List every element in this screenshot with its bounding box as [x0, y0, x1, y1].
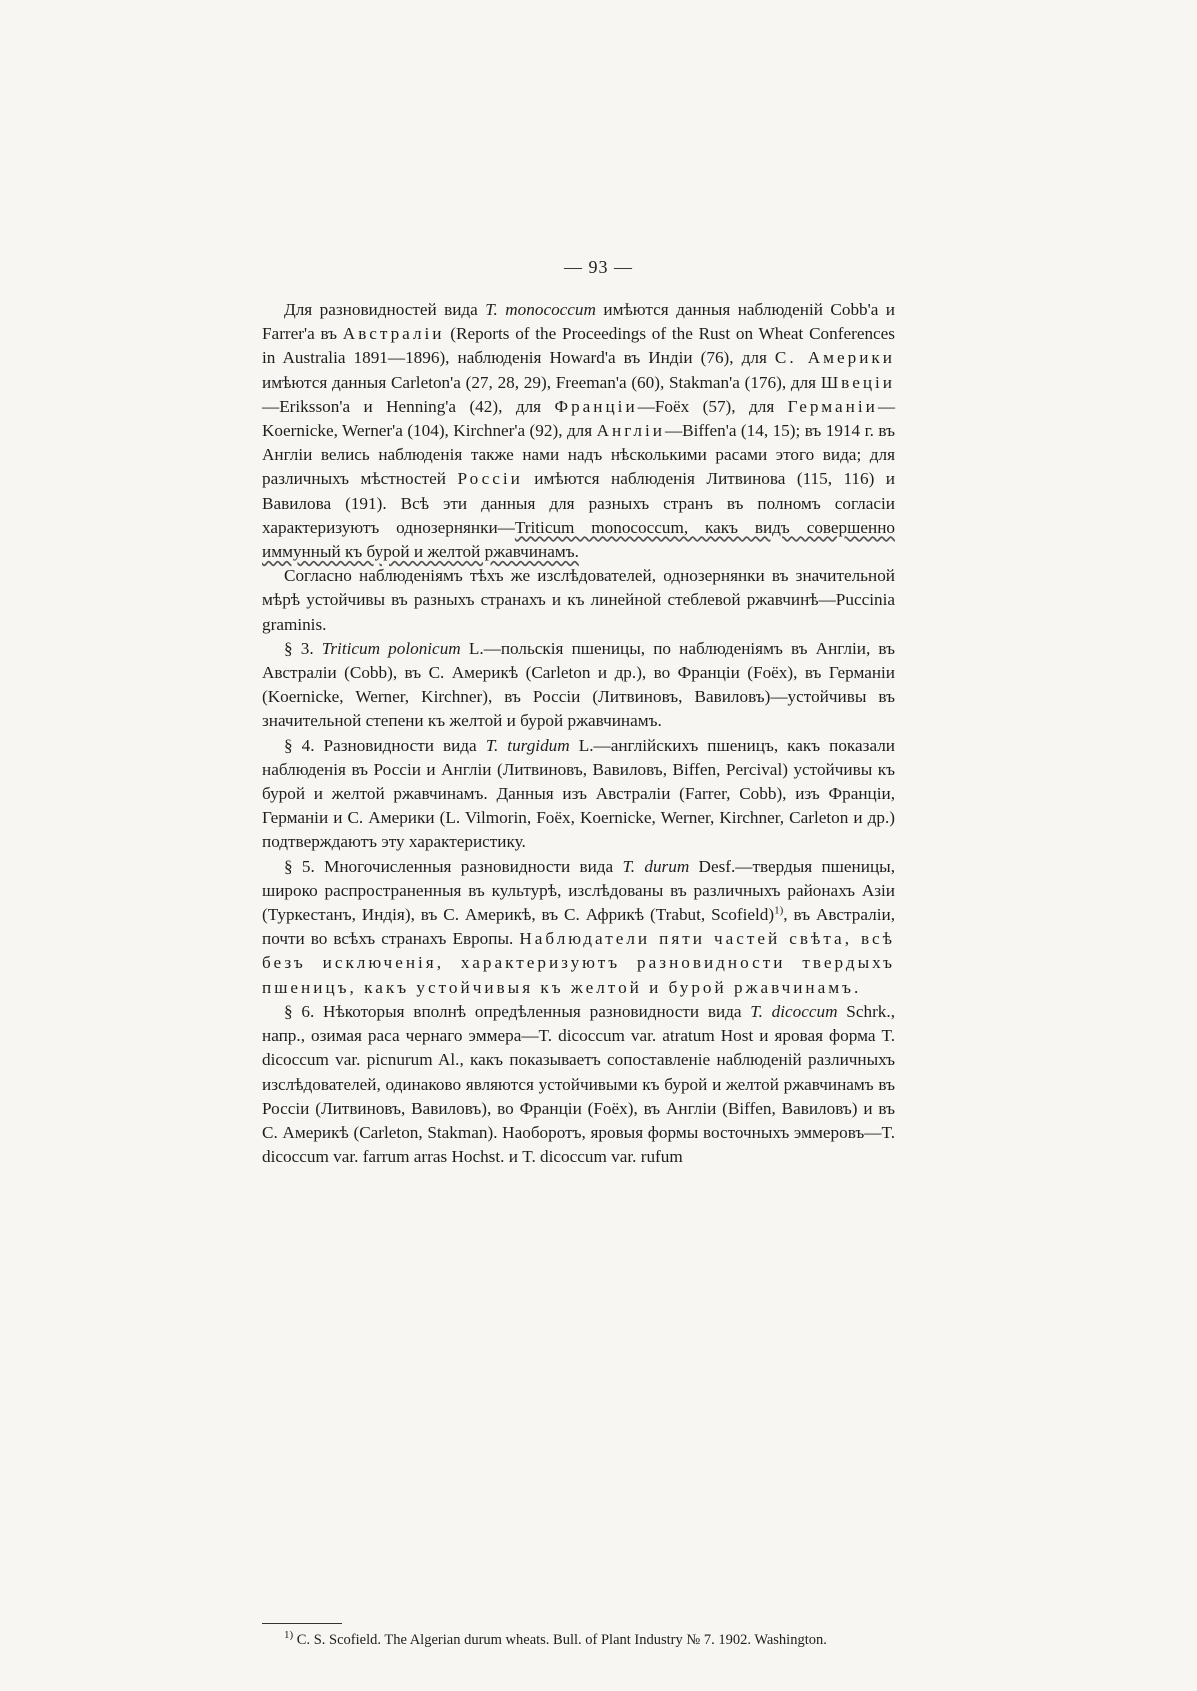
section-4: § 4. Разновидности вида T. turgidum L.—англійскихъ пшеницъ, какъ показали наблюденія въ Россіи и Англіи (Литвиновъ, Вавиловъ, Biffen, Percival) устойчивы къ бурой и желтой ржавчинамъ. Данныя изъ Австраліи (Farrer, Cobb), изъ Франціи, Германіи и С. Америки (L. Vilmorin, Foёx, Koernicke, Werner, Kirchner, Carleton и др.) подтверждаютъ эту характеристику. — [262, 735, 895, 852]
page-number: — 93 — — [564, 257, 633, 277]
paragraph-monococcum: Для разновидностей вида T. monococcum имѣются данныя наблюденій Cobb'a и Farrer'a въ Австраліи (Reports of the Proceedings of the Rust on Wheat Conferences in Australia 1891—1896), наблюденія Howard'a въ Индіи (76), для С. Америки имѣются данныя Carleton'a (27, 28, 29), Freeman'a (60), Stakman'a (176), для Швеціи—Eriksson'a и Henning'a (42), для Франціи—Foёx (57), для Германіи—Koernicke, Werner'a (104), Kirchner'a (92), для Англіи—Biffen'a (14, 15); въ 1914 г. въ Англіи велись наблюденія также нами надъ нѣсколькими расами этого вида; для различныхъ мѣстностей Россіи имѣются наблюденія Литвинова (115, 116) и Вавилова (191). Всѣ эти данныя для разныхъ странъ въ полномъ согласіи характеризуютъ однозернянки—Triticum monococcum, какъ видъ совершенно иммунный къ бурой и желтой ржавчинамъ. — [262, 300, 896, 562]
country-france: Франціи — [554, 396, 638, 416]
section-6: § 6. Нѣкоторыя вполнѣ опредѣленныя разновидности вида T. dicoccum Schrk., напр., озимая раса чернаго эммера—T. dicoccum var. atratum Host и яровая форма T. dicoccum var. picnurum Al., какъ показываетъ сопоставленіе наблюденій различныхъ изслѣдователей, одинаково являются устойчивыми къ бурой и желтой ржавчинамъ въ Россіи (Литвиновъ, Вавиловъ), во Франціи (Foёx), въ Англіи (Biffen, Вавиловъ) и въ С. Америкѣ (Carleton, Stakman). Наоборотъ, яровыя формы восточныхъ эммеровъ—T. dicoccum var. farrum arras Hochst. и T. dicoccum var. rufum — [262, 1001, 895, 1167]
footnote-marker: 1) — [284, 1629, 294, 1642]
main-text — [262, 298, 895, 1169]
underlined-conclusion: Triticum monococcum, какъ видъ совершенно иммунный къ бурой и желтой ржавчинамъ. — [262, 517, 896, 562]
country-usa: С. Америки — [774, 348, 895, 368]
footnote-divider — [262, 1623, 342, 1624]
country-sweden: Швеціи — [820, 372, 895, 392]
footnote-text: C. S. Scofield. The Algerian durum wheats. Bull. of Plant Industry № 7. 1902. Washington. — [293, 1632, 827, 1648]
section-5: § 5. Многочисленныя разновидности вида T. durum Desf.—твердыя пшеницы, широко распространенныя въ культурѣ, изслѣдованы въ различныхъ районахъ Азіи (Туркестанъ, Индія), въ С. Америкѣ, въ С. Африкѣ (Trabut, Scofield)$^{1)}$, въ Австраліи, почти во всѣхъ странахъ Европы. Наблюдатели пяти частей свѣта, всѣ безъ исключенія, характеризуютъ разновидности твердыхъ пшеницъ, какъ устойчивыя къ желтой и бурой ржавчинамъ. — [262, 856, 895, 997]
country-england: Англіи — [596, 421, 665, 441]
country-russia: Россіи — [457, 469, 523, 489]
footnote-reference: 1) — [774, 904, 784, 917]
country-australia: Австраліи — [342, 324, 445, 344]
section-3: § 3. Triticum polonicum L.—польскія пшеницы, по наблюденіямъ въ Англіи, въ Австраліи (Cobb), въ С. Америкѣ (Carleton и др.), во Франціи (Foёx), въ Германіи (Koernicke, Werner, Kirchner), въ Россіи (Литвиновъ, Вавиловъ)—устойчивы въ значительной степени къ желтой и бурой ржавчинамъ. — [262, 638, 896, 731]
country-germany: Германіи — [787, 396, 878, 416]
spaced-emphasis: Наблюдатели пяти частей свѣта, всѣ безъ исключенія, характеризуютъ разновидности твердыхъ пшеницъ, какъ устойчивыя къ желтой и бурой ржавчинамъ. — [262, 929, 895, 997]
paragraph-graminis: Согласно наблюденіямъ тѣхъ же изслѣдователей, однозернянки въ значительной мѣрѣ устойчивы въ разныхъ странахъ и къ линейной стеблевой ржавчинѣ—Puccinia graminis. — [262, 566, 895, 634]
footnote — [262, 1630, 895, 1650]
